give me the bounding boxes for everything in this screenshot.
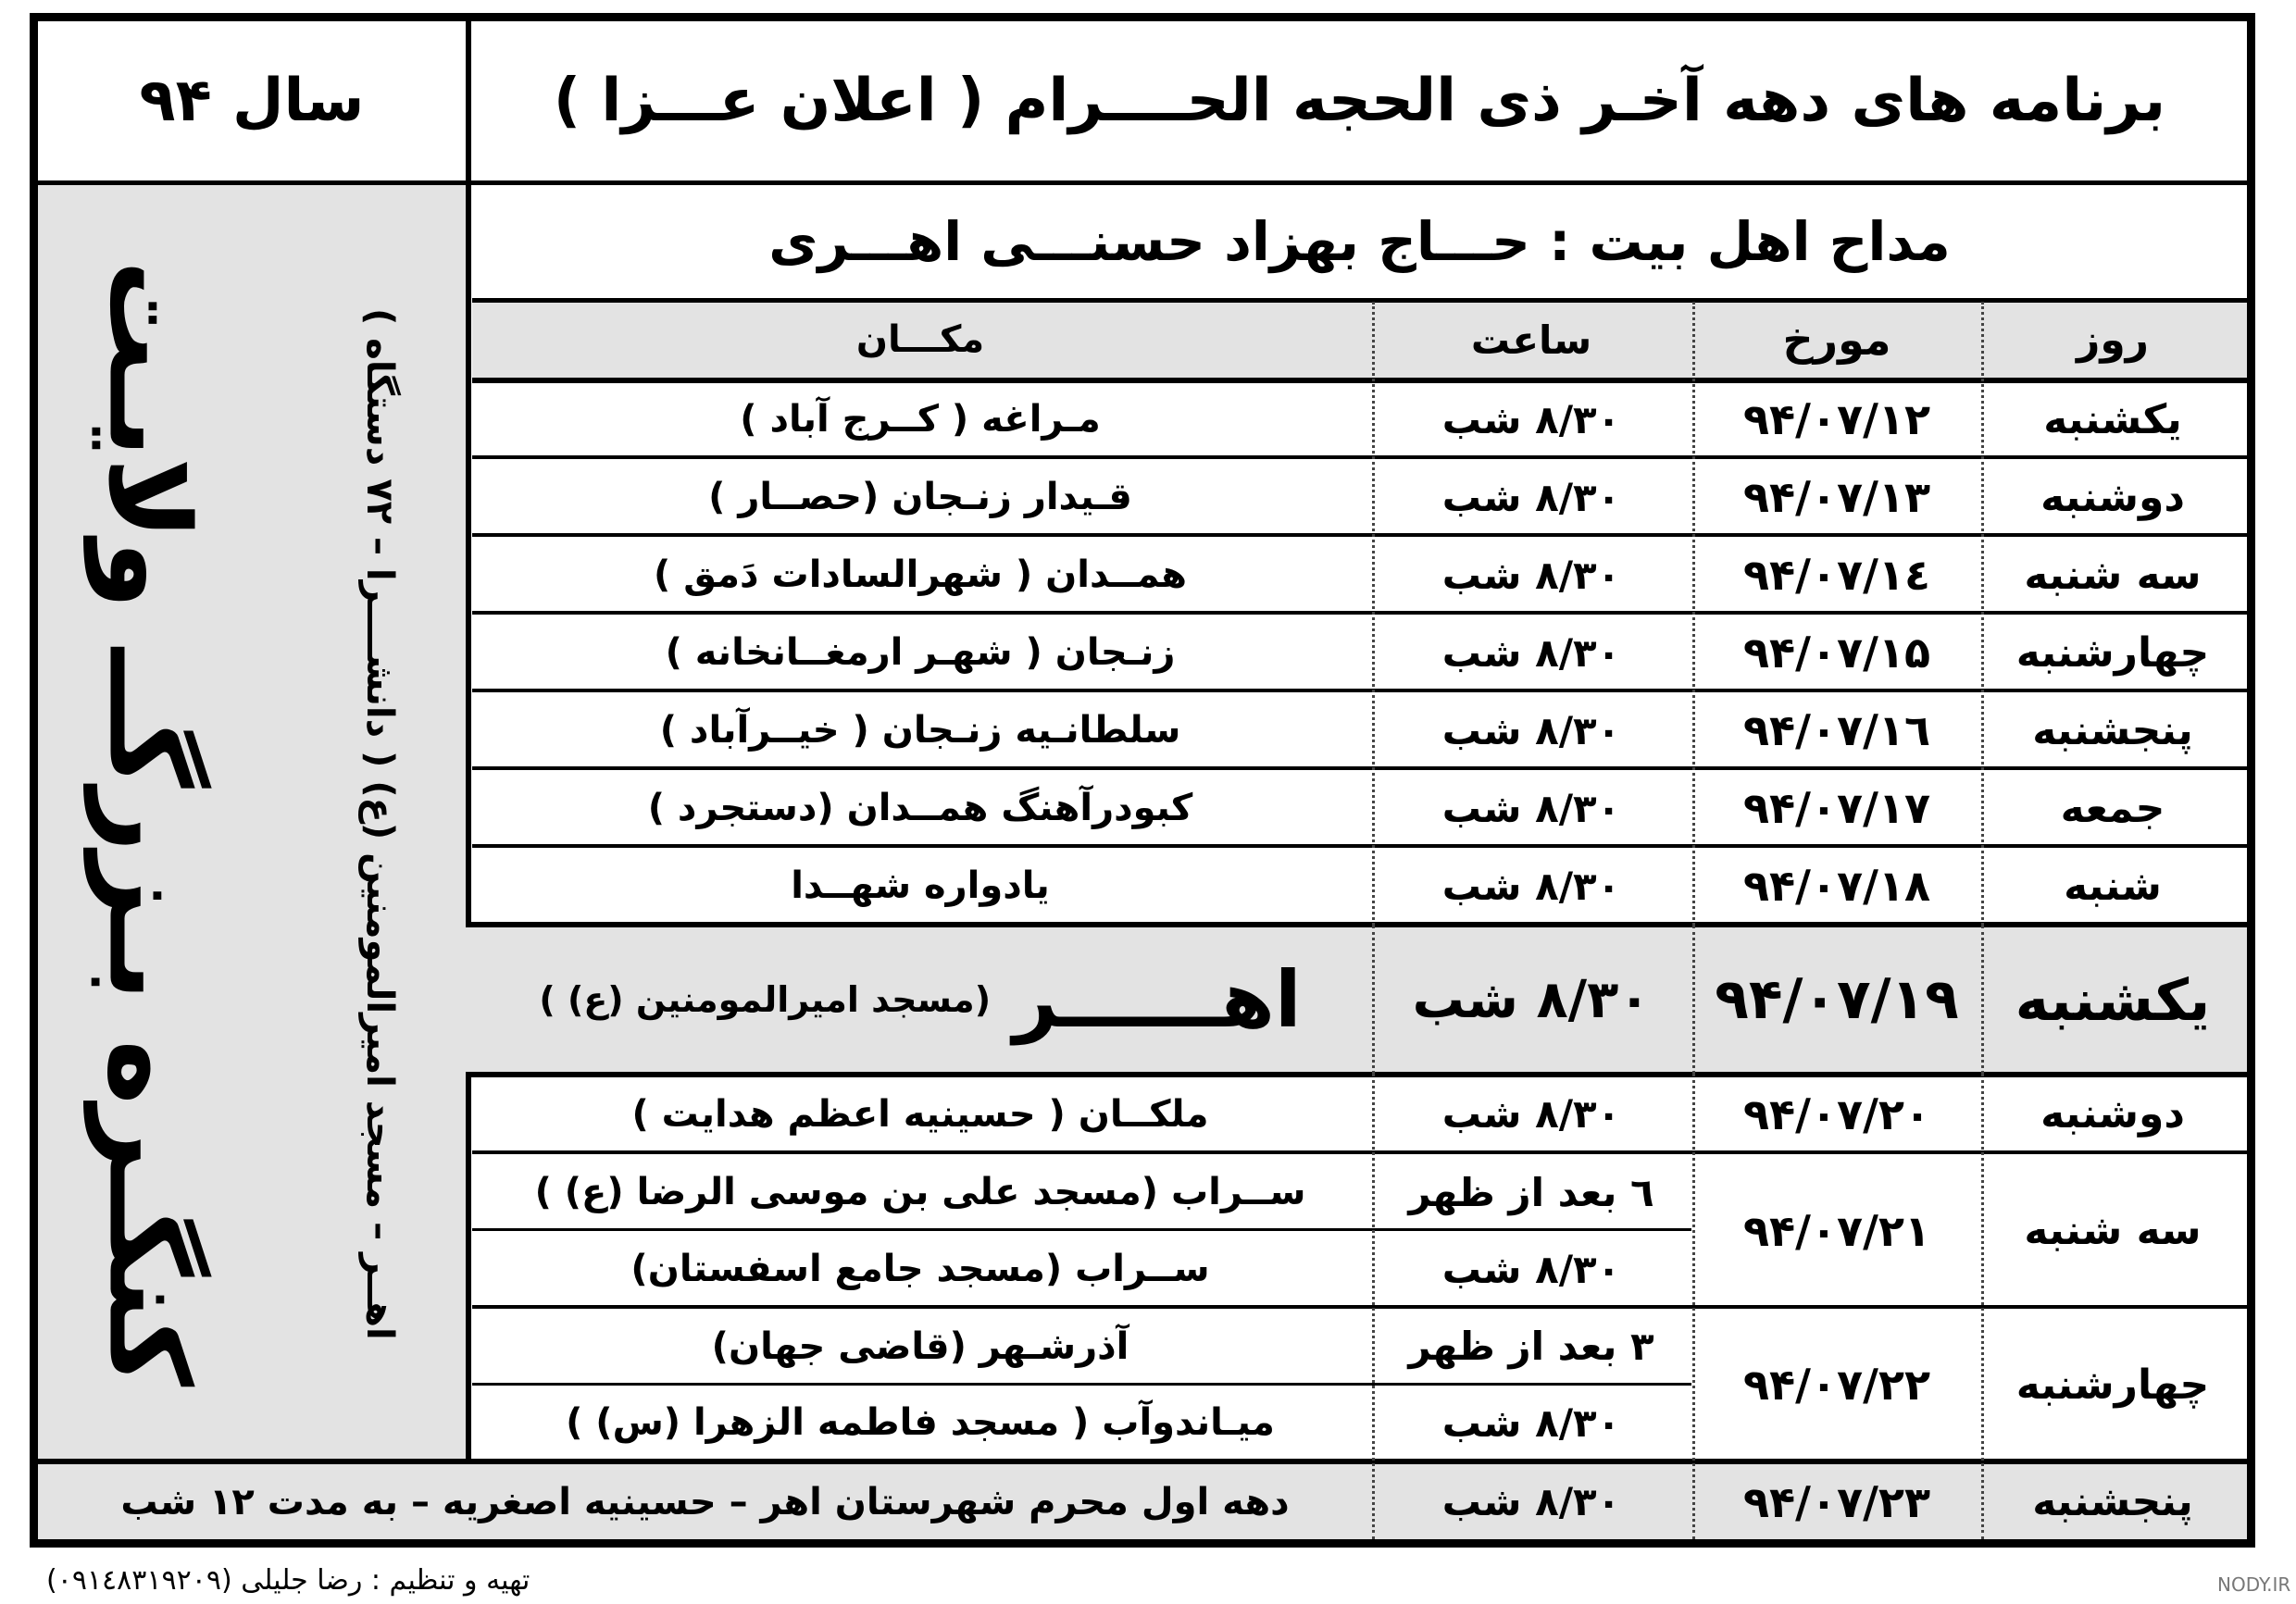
row-place: زنـجان ( شهـر ارمغــانخانه ) [665, 631, 1176, 674]
row-date: ۹۴/۰۷/۱۸ [1742, 861, 1931, 911]
row-time: ۸/۳۰ شب [1441, 1091, 1621, 1137]
row-day: یکشنبه [2043, 395, 2182, 443]
row-date: ۹۴/۰۷/۲۰ [1742, 1088, 1931, 1139]
row-day: دوشنبه [2040, 473, 2185, 521]
row-date: ۹۴/۰۷/۱۷ [1742, 783, 1931, 833]
row-place: میـاندوآب ( مسجد فاطمه الزهرا (س) ) [566, 1401, 1275, 1444]
congress-location-text: اهــر – مسجد امیرالمومنین (ع) ( دانشــــرا – ۷۲ دستگاه ) [358, 307, 401, 1340]
rule [466, 21, 471, 926]
row-date: ۹۴/۰۷/۲۱ [1742, 1205, 1931, 1256]
column-header-day: روز [2077, 316, 2150, 364]
row-day: سه شنبه [2024, 1207, 2202, 1254]
row-time: ٦ بعد از ظهر [1408, 1169, 1654, 1215]
highlight-day: یکشنبه [2015, 965, 2211, 1034]
highlight-date: ۹۴/۰۷/۱۹ [1715, 967, 1959, 1032]
row-day: دوشنبه [2040, 1090, 2185, 1138]
row-place: ملکــان ( حسینیه اعظم هدایت ) [631, 1092, 1209, 1136]
row-day: جمعه [2060, 784, 2165, 832]
row-date: ۹۴/۰۷/۱٤ [1742, 550, 1931, 600]
row-day: چهارشنبه [2015, 628, 2210, 677]
eulogist-label: مداح اهل بیت : حـــاج بهزاد حسنـــی اهـــری [768, 210, 1951, 273]
row-time: ۸/۳۰ شب [1441, 785, 1621, 831]
row-date: ۹۴/۰۷/۱٦ [1742, 705, 1931, 755]
row-date: ۹۴/۰۷/۱۳ [1742, 472, 1931, 522]
row-place: ســراب (مسجد جامع اسفستان) [630, 1248, 1210, 1290]
year-label: سال ۹۴ [139, 67, 365, 135]
row-time: ۸/۳۰ شب [1441, 1399, 1621, 1446]
page-title: برنامه های دهه آخـر ذی الحجه الحــــرام ( اعلان عـــزا ) [553, 67, 2166, 135]
row-time: ۳ بعد از ظهر [1408, 1324, 1654, 1369]
row-day: شنبه [2064, 862, 2162, 910]
row-time: ۸/۳۰ شب [1441, 474, 1621, 520]
watermark: NODY.IR [2217, 1573, 2291, 1596]
final-time: ۸/۳۰ شب [1441, 1479, 1621, 1524]
row-place: کبودرآهنگ همــدان (دستجرد ) [647, 787, 1193, 829]
column-header-place: مکـــان [855, 318, 985, 361]
row-place: سلطانـیه زنـجان ( خیــرآباد ) [659, 709, 1181, 752]
row-time: ۸/۳۰ شب [1441, 552, 1621, 598]
row-date: ۹۴/۰۷/۱۵ [1742, 628, 1931, 678]
column-header-time: ساعت [1470, 317, 1592, 363]
row-time: ۸/۳۰ شب [1441, 1246, 1621, 1292]
row-day: چهارشنبه [2015, 1361, 2210, 1409]
final-place: دهه اول محرم شهرستان اهر – حسینیه اصغریه – به مدت ۱۲ شب [120, 1480, 1290, 1523]
column-header-date: مورخ [1782, 315, 1891, 365]
row-place: ســراب (مسجد علی بن موسی الرضا (ع) ) [534, 1171, 1306, 1213]
highlight-time: ۸/۳۰ شب [1412, 969, 1651, 1030]
row-place: مـراغه ( کــرج آباد ) [740, 398, 1101, 441]
highlight-mosque: (مسجد امیرالمومنین (ع) ) [539, 979, 992, 1020]
congress-location [315, 204, 444, 1444]
congress-title [56, 204, 241, 1444]
row-place: یادواره شهــدا [791, 864, 1050, 907]
row-time: ۸/۳۰ شب [1441, 629, 1621, 676]
highlight-city: اهــــــر [1013, 954, 1302, 1045]
row-place: قـیدار زنـجان (حصــار ) [708, 476, 1132, 518]
final-day: پنجشنبه [2032, 1478, 2193, 1525]
highlight-place [472, 927, 1368, 1072]
rule [466, 1074, 471, 1462]
row-place: آذرشـهر (قاضی جهان) [711, 1324, 1129, 1368]
row-day: پنجشنبه [2032, 706, 2193, 754]
row-date: ۹۴/۰۷/۱۲ [1742, 394, 1931, 444]
congress-title-text: کنگـره بـزرگــ ولایـت [83, 260, 213, 1387]
row-place: همــدان ( شهرالسادات دَمق ) [654, 553, 1187, 596]
rule [38, 180, 2247, 185]
row-day: سه شنبه [2024, 551, 2202, 599]
footer-credit: تهیه و تنظیم : رضا جلیلی (۰۹۱٤۸۳۱۹۲۰۹) [46, 1564, 530, 1597]
row-time: ۸/۳۰ شب [1441, 396, 1621, 442]
final-date: ۹۴/۰۷/۲۳ [1742, 1476, 1931, 1527]
row-date: ۹۴/۰۷/۲۲ [1742, 1360, 1931, 1410]
row-time: ۸/۳۰ شب [1441, 863, 1621, 909]
row-time: ۸/۳۰ شب [1441, 707, 1621, 753]
